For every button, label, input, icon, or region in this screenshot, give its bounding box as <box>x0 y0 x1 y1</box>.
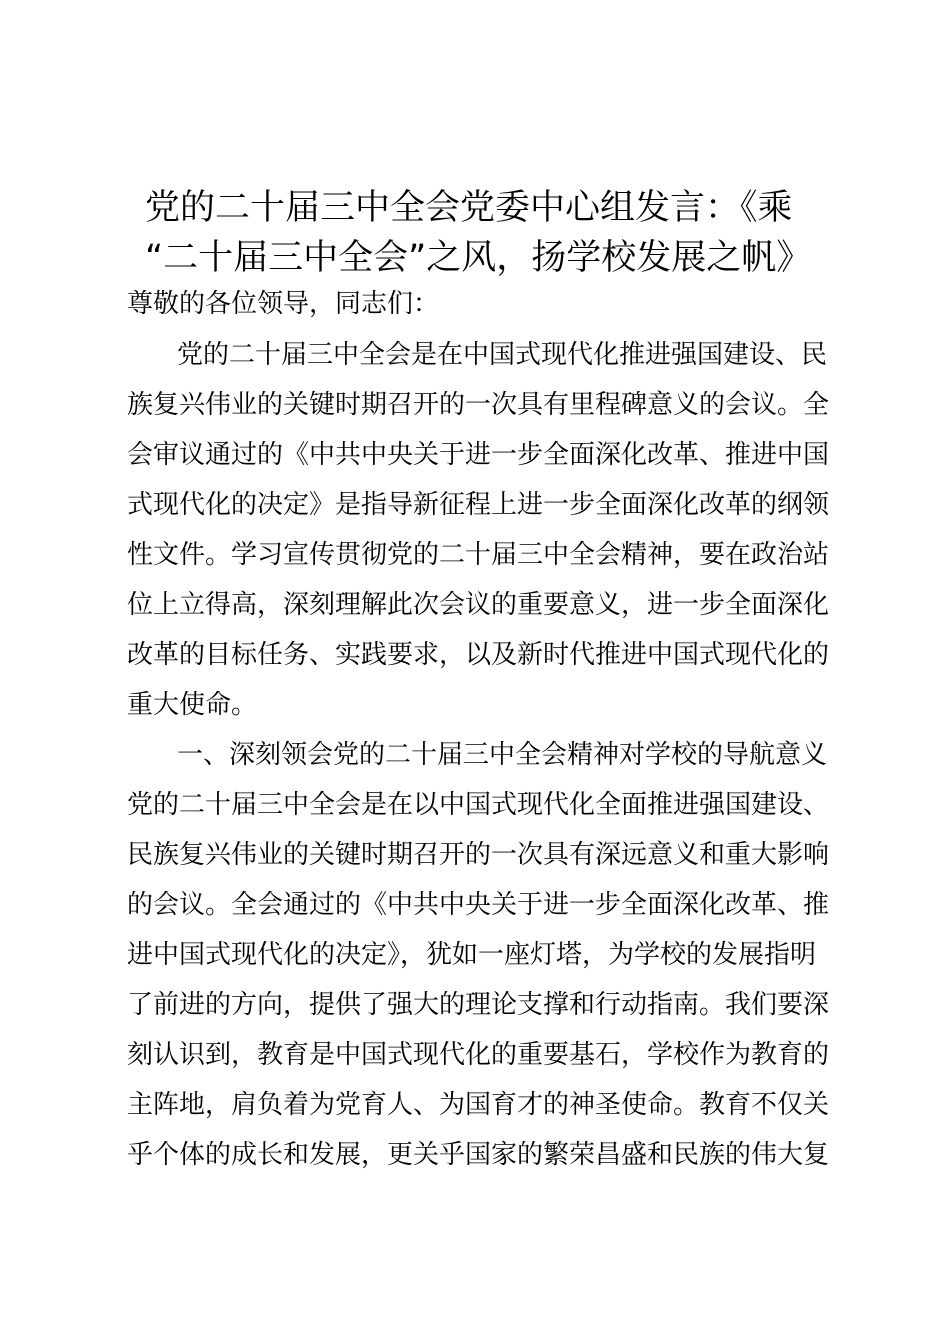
salutation: 尊敬的各位领导，同志们： <box>127 289 440 319</box>
paragraph-1-line: 性文件。学习宣传贯彻党的二十届三中全会精神，要在政治站 <box>127 540 830 570</box>
paragraph-1-line: 族复兴伟业的关键时期召开的一次具有里程碑意义的会议。全 <box>127 390 830 420</box>
paragraph-2-line: 党的二十届三中全会是在以中国式现代化全面推进强国建设、 <box>127 790 830 820</box>
paragraph-2-line: 乎个体的成长和发展，更关乎国家的繁荣昌盛和民族的伟大复 <box>127 1140 830 1170</box>
paragraph-1-line: 重大使命。 <box>127 690 258 720</box>
paragraph-1-line: 式现代化的决定》是指导新征程上进一步全面深化改革的纲领 <box>127 490 830 520</box>
paragraph-2-line: 主阵地，肩负着为党育人、为国育才的神圣使命。教育不仅关 <box>127 1090 830 1120</box>
paragraph-1-line: 改革的目标任务、实践要求，以及新时代推进中国式现代化的 <box>127 640 830 670</box>
paragraph-2-line: 了前进的方向，提供了强大的理论支撑和行动指南。我们要深 <box>127 990 830 1020</box>
document-title-line-1: 党的二十届三中全会党委中心组发言：《乘 <box>145 188 793 228</box>
paragraph-1-line: 位上立得高，深刻理解此次会议的重要意义，进一步全面深化 <box>127 590 830 620</box>
paragraph-2-line: 的会议。全会通过的《中共中央关于进一步全面深化改革、推 <box>127 890 830 920</box>
paragraph-2-line: 民族复兴伟业的关键时期召开的一次具有深远意义和重大影响 <box>127 840 830 870</box>
document-title-line-2: “二十届三中全会”之风，扬学校发展之帆》 <box>145 238 812 278</box>
paragraph-1-line: 会审议通过的《中共中央关于进一步全面深化改革、推进中国 <box>127 440 830 470</box>
paragraph-1-line: 党的二十届三中全会是在中国式现代化推进强国建设、民 <box>177 340 828 370</box>
section-1-heading: 一、深刻领会党的二十届三中全会精神对学校的导航意义 <box>177 740 828 770</box>
paragraph-2-line: 刻认识到，教育是中国式现代化的重要基石，学校作为教育的 <box>127 1040 830 1070</box>
paragraph-2-line: 进中国式现代化的决定》，犹如一座灯塔，为学校的发展指明 <box>127 940 817 970</box>
